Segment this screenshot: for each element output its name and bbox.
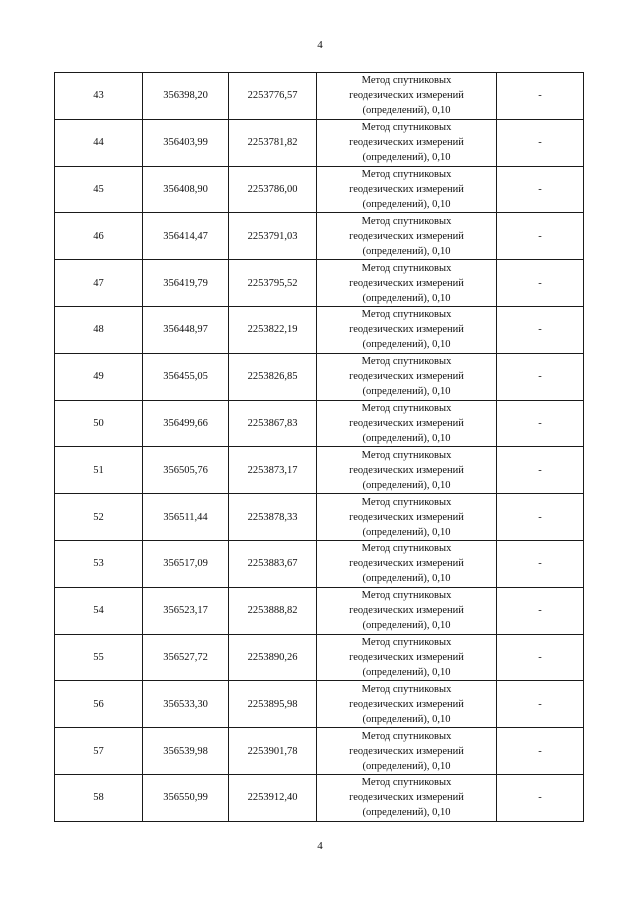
x-coordinate-cell: 356527,72 xyxy=(143,634,229,681)
coordinates-table-body xyxy=(55,73,584,822)
y-coordinate-cell: 2253795,52 xyxy=(229,260,317,307)
table-row xyxy=(55,213,584,260)
point-number-cell: 56 xyxy=(55,681,143,728)
y-coordinate-cell: 2253867,83 xyxy=(229,400,317,447)
method-text-line: (определений), 0,10 xyxy=(362,198,451,210)
x-coordinate-cell: 356550,99 xyxy=(143,774,229,821)
table-row xyxy=(55,540,584,587)
method-text-line: геодезических измерений xyxy=(349,371,464,383)
method-text-line: геодезических измерений xyxy=(349,417,464,429)
coordinates-table xyxy=(54,72,584,822)
y-coordinate-cell: 2253776,57 xyxy=(229,73,317,120)
y-coordinate-cell: 2253901,78 xyxy=(229,728,317,775)
method-text-line: (определений), 0,10 xyxy=(362,713,451,725)
x-coordinate-cell: 356448,97 xyxy=(143,306,229,353)
point-number-cell: 44 xyxy=(55,119,143,166)
y-coordinate-cell: 2253912,40 xyxy=(229,774,317,821)
table-row xyxy=(55,774,584,821)
method-text-line: геодезических измерений xyxy=(349,558,464,570)
point-number-cell: 47 xyxy=(55,260,143,307)
method-text-line: геодезических измерений xyxy=(349,137,464,149)
table-row xyxy=(55,400,584,447)
x-coordinate-cell: 356408,90 xyxy=(143,166,229,213)
method-text-line: (определений), 0,10 xyxy=(362,620,451,632)
method-text-line: геодезических измерений xyxy=(349,651,464,663)
point-number-cell: 52 xyxy=(55,494,143,541)
method-accuracy-cell xyxy=(317,540,497,587)
method-text-line: Метод спутниковых xyxy=(361,168,452,180)
method-text-line: Метод спутниковых xyxy=(361,402,452,414)
method-text-line: Метод спутниковых xyxy=(361,590,452,602)
x-coordinate-cell: 356511,44 xyxy=(143,494,229,541)
table-row xyxy=(55,119,584,166)
method-text-line: (определений), 0,10 xyxy=(362,292,451,304)
point-number-cell: 48 xyxy=(55,306,143,353)
method-text-line: Метод спутниковых xyxy=(361,636,452,648)
extra-cell: - xyxy=(497,540,584,587)
extra-cell: - xyxy=(497,681,584,728)
x-coordinate-cell: 356455,05 xyxy=(143,353,229,400)
method-accuracy-cell xyxy=(317,260,497,307)
extra-cell: - xyxy=(497,774,584,821)
x-coordinate-cell: 356533,30 xyxy=(143,681,229,728)
table-row xyxy=(55,166,584,213)
extra-cell: - xyxy=(497,213,584,260)
y-coordinate-cell: 2253873,17 xyxy=(229,447,317,494)
method-accuracy-cell xyxy=(317,634,497,681)
method-text-line: Метод спутниковых xyxy=(361,683,452,695)
extra-cell: - xyxy=(497,306,584,353)
method-text-line: Метод спутниковых xyxy=(361,543,452,555)
method-text-line: (определений), 0,10 xyxy=(362,432,451,444)
method-text-line: (определений), 0,10 xyxy=(362,339,451,351)
method-accuracy-cell xyxy=(317,728,497,775)
method-accuracy-cell xyxy=(317,774,497,821)
extra-cell: - xyxy=(497,494,584,541)
point-number-cell: 43 xyxy=(55,73,143,120)
table-row xyxy=(55,494,584,541)
y-coordinate-cell: 2253883,67 xyxy=(229,540,317,587)
method-text-line: геодезических измерений xyxy=(349,90,464,102)
extra-cell: - xyxy=(497,73,584,120)
method-text-line: (определений), 0,10 xyxy=(362,666,451,678)
table-row xyxy=(55,73,584,120)
extra-cell: - xyxy=(497,400,584,447)
method-text-line: Метод спутниковых xyxy=(361,75,452,87)
x-coordinate-cell: 356398,20 xyxy=(143,73,229,120)
y-coordinate-cell: 2253791,03 xyxy=(229,213,317,260)
x-coordinate-cell: 356517,09 xyxy=(143,540,229,587)
table-row xyxy=(55,306,584,353)
point-number-cell: 49 xyxy=(55,353,143,400)
method-accuracy-cell xyxy=(317,306,497,353)
method-text-line: геодезических измерений xyxy=(349,698,464,710)
y-coordinate-cell: 2253878,33 xyxy=(229,494,317,541)
point-number-cell: 55 xyxy=(55,634,143,681)
method-text-line: Метод спутниковых xyxy=(361,262,452,274)
y-coordinate-cell: 2253888,82 xyxy=(229,587,317,634)
method-accuracy-cell xyxy=(317,73,497,120)
y-coordinate-cell: 2253786,00 xyxy=(229,166,317,213)
method-text-line: (определений), 0,10 xyxy=(362,105,451,117)
x-coordinate-cell: 356403,99 xyxy=(143,119,229,166)
method-text-line: геодезических измерений xyxy=(349,277,464,289)
point-number-cell: 51 xyxy=(55,447,143,494)
x-coordinate-cell: 356523,17 xyxy=(143,587,229,634)
y-coordinate-cell: 2253895,98 xyxy=(229,681,317,728)
y-coordinate-cell: 2253890,26 xyxy=(229,634,317,681)
method-text-line: (определений), 0,10 xyxy=(362,526,451,538)
method-accuracy-cell xyxy=(317,119,497,166)
extra-cell: - xyxy=(497,447,584,494)
method-text-line: геодезических измерений xyxy=(349,605,464,617)
method-text-line: Метод спутниковых xyxy=(361,777,452,789)
point-number-cell: 53 xyxy=(55,540,143,587)
point-number-cell: 58 xyxy=(55,774,143,821)
x-coordinate-cell: 356539,98 xyxy=(143,728,229,775)
method-text-line: Метод спутниковых xyxy=(361,730,452,742)
extra-cell: - xyxy=(497,353,584,400)
x-coordinate-cell: 356414,47 xyxy=(143,213,229,260)
table-row xyxy=(55,260,584,307)
method-accuracy-cell xyxy=(317,447,497,494)
method-accuracy-cell xyxy=(317,681,497,728)
y-coordinate-cell: 2253826,85 xyxy=(229,353,317,400)
extra-cell: - xyxy=(497,728,584,775)
method-text-line: геодезических измерений xyxy=(349,183,464,195)
x-coordinate-cell: 356419,79 xyxy=(143,260,229,307)
page-number-bottom: 4 xyxy=(317,840,323,852)
method-text-line: (определений), 0,10 xyxy=(362,479,451,491)
method-text-line: Метод спутниковых xyxy=(361,356,452,368)
method-text-line: геодезических измерений xyxy=(349,230,464,242)
point-number-cell: 54 xyxy=(55,587,143,634)
table-row xyxy=(55,728,584,775)
method-text-line: (определений), 0,10 xyxy=(362,573,451,585)
method-text-line: геодезических измерений xyxy=(349,511,464,523)
method-text-line: (определений), 0,10 xyxy=(362,760,451,772)
table-row xyxy=(55,353,584,400)
method-accuracy-cell xyxy=(317,494,497,541)
y-coordinate-cell: 2253781,82 xyxy=(229,119,317,166)
method-text-line: геодезических измерений xyxy=(349,745,464,757)
method-accuracy-cell xyxy=(317,400,497,447)
method-accuracy-cell xyxy=(317,166,497,213)
method-text-line: (определений), 0,10 xyxy=(362,386,451,398)
page-number-top: 4 xyxy=(317,39,323,51)
method-text-line: Метод спутниковых xyxy=(361,122,452,134)
method-text-line: Метод спутниковых xyxy=(361,215,452,227)
table-row xyxy=(55,447,584,494)
method-text-line: геодезических измерений xyxy=(349,464,464,476)
extra-cell: - xyxy=(497,260,584,307)
method-text-line: Метод спутниковых xyxy=(361,496,452,508)
point-number-cell: 45 xyxy=(55,166,143,213)
method-text-line: Метод спутниковых xyxy=(361,309,452,321)
extra-cell: - xyxy=(497,166,584,213)
table-row xyxy=(55,634,584,681)
extra-cell: - xyxy=(497,119,584,166)
method-accuracy-cell xyxy=(317,213,497,260)
point-number-cell: 50 xyxy=(55,400,143,447)
x-coordinate-cell: 356499,66 xyxy=(143,400,229,447)
table-row xyxy=(55,587,584,634)
method-text-line: (определений), 0,10 xyxy=(362,807,451,819)
table-row xyxy=(55,681,584,728)
extra-cell: - xyxy=(497,587,584,634)
method-text-line: (определений), 0,10 xyxy=(362,245,451,257)
method-accuracy-cell xyxy=(317,587,497,634)
extra-cell: - xyxy=(497,634,584,681)
x-coordinate-cell: 356505,76 xyxy=(143,447,229,494)
method-accuracy-cell xyxy=(317,353,497,400)
point-number-cell: 57 xyxy=(55,728,143,775)
method-text-line: геодезических измерений xyxy=(349,792,464,804)
method-text-line: (определений), 0,10 xyxy=(362,152,451,164)
method-text-line: Метод спутниковых xyxy=(361,449,452,461)
method-text-line: геодезических измерений xyxy=(349,324,464,336)
y-coordinate-cell: 2253822,19 xyxy=(229,306,317,353)
point-number-cell: 46 xyxy=(55,213,143,260)
